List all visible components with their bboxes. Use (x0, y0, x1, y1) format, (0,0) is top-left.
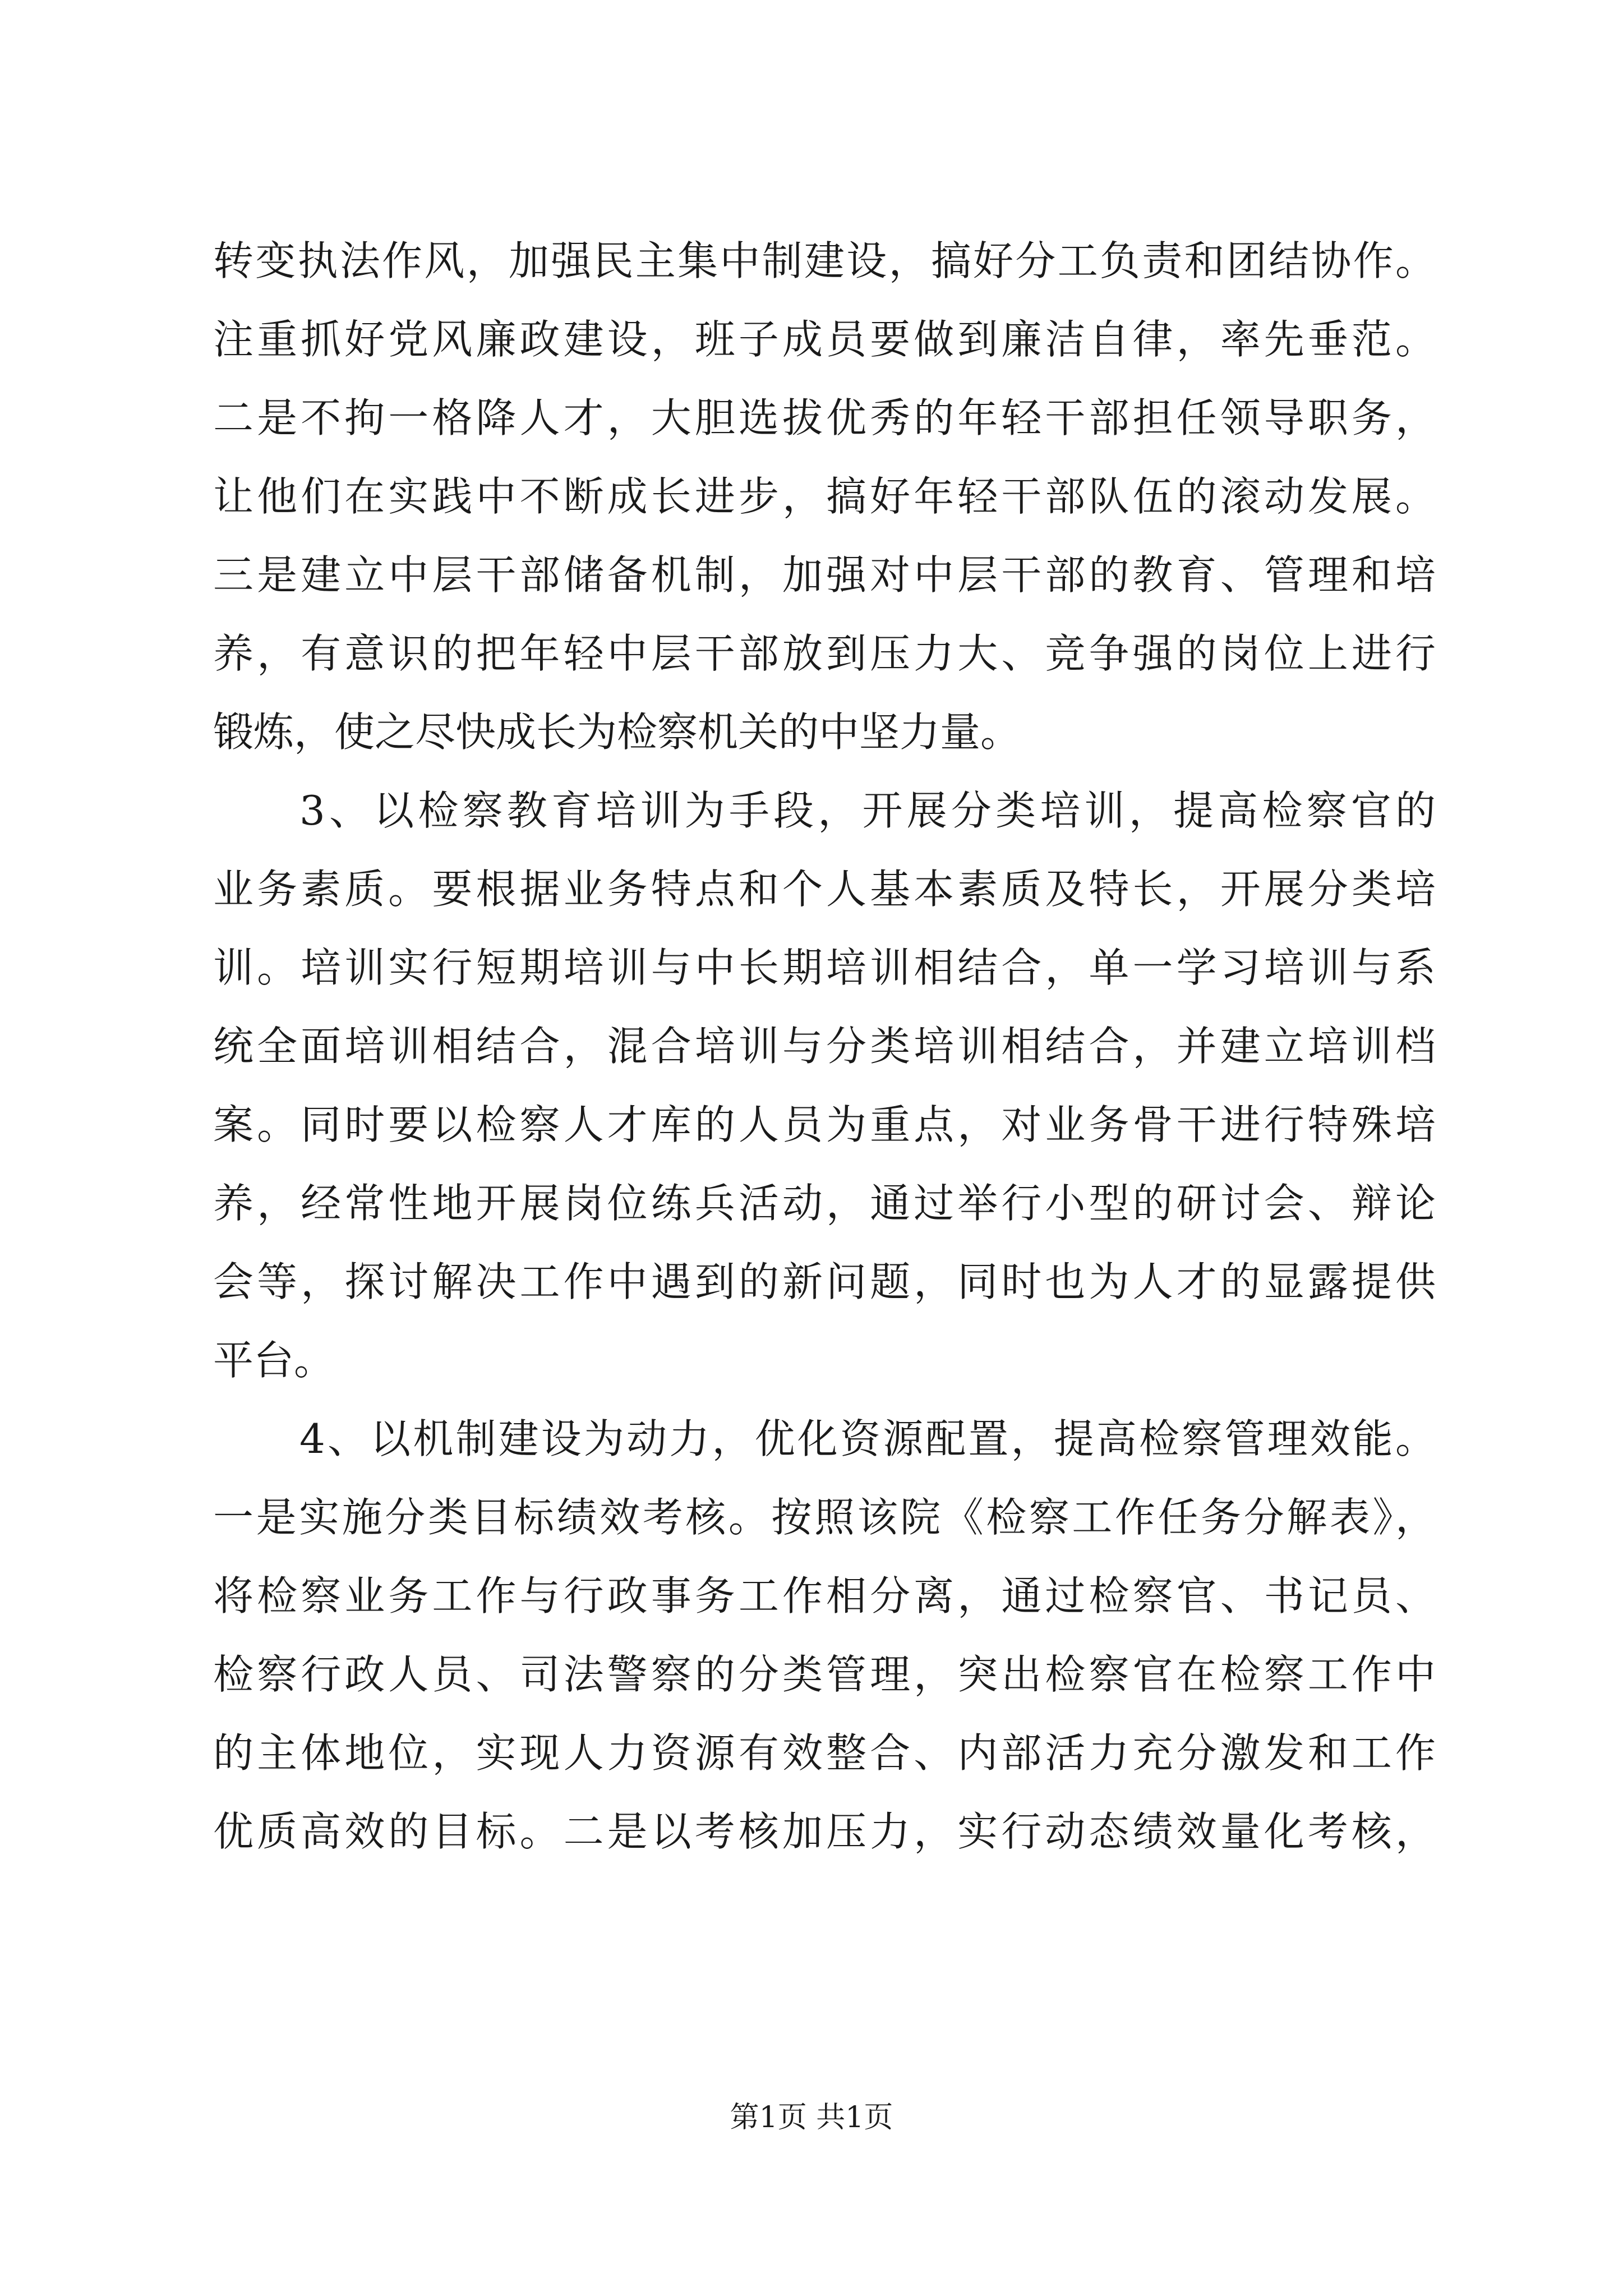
text-line: 的主体地位，实现人力资源有效整合、内部活力充分激发和工作 (213, 1729, 1436, 1777)
text-line: 转变执法作风，加强民主集中制建设，搞好分工负责和团结协作。 (213, 237, 1436, 284)
text-line: 三是建立中层干部储备机制，加强对中层干部的教育、管理和培 (213, 551, 1436, 599)
text-line: 优质高效的目标。二是以考核加压力，实行动态绩效量化考核， (213, 1808, 1436, 1855)
page-footer: 第1页 共1页 (730, 2101, 893, 2134)
text-line: 让他们在实践中不断成长进步，搞好年轻干部队伍的滚动发展。 (213, 473, 1436, 520)
paragraph-start-line: 3、以检察教育培训为手段，开展分类培训，提高检察官的 (299, 787, 1436, 834)
text-line: 将检察业务工作与行政事务工作相分离，通过检察官、书记员、 (213, 1572, 1436, 1619)
text-line: 会等，探讨解决工作中遇到的新问题，同时也为人才的显露提供 (213, 1258, 1436, 1305)
text-line: 统全面培训相结合，混合培训与分类培训相结合，并建立培训档 (213, 1023, 1436, 1070)
text-line: 平台。 (213, 1337, 335, 1384)
text-line: 注重抓好党风廉政建设，班子成员要做到廉洁自律，率先垂范。 (213, 316, 1436, 363)
text-line: 养，有意识的把年轻中层干部放到压力大、竞争强的岗位上进行 (213, 630, 1436, 677)
text-line: 养，经常性地开展岗位练兵活动，通过举行小型的研讨会、辩论 (213, 1180, 1436, 1227)
body-text (213, 222, 1436, 1871)
text-line: 二是不拘一格降人才，大胆选拔优秀的年轻干部担任领导职务， (213, 394, 1436, 441)
text-line: 一是实施分类目标绩效考核。按照该院《检察工作任务分解表》， (213, 1494, 1436, 1541)
text-line: 检察行政人员、司法警察的分类管理，突出检察官在检察工作中 (213, 1651, 1436, 1698)
paragraph-start-line: 4、以机制建设为动力，优化资源配置，提高检察管理效能。 (299, 1415, 1436, 1462)
text-line: 锻炼，使之尽快成长为检察机关的中坚力量。 (213, 708, 1021, 756)
text-line: 业务素质。要根据业务特点和个人基本素质及特长，开展分类培 (213, 866, 1436, 913)
text-line: 案。同时要以检察人才库的人员为重点，对业务骨干进行特殊培 (213, 1101, 1436, 1148)
text-line: 训。培训实行短期培训与中长期培训相结合，单一学习培训与系 (213, 944, 1436, 991)
